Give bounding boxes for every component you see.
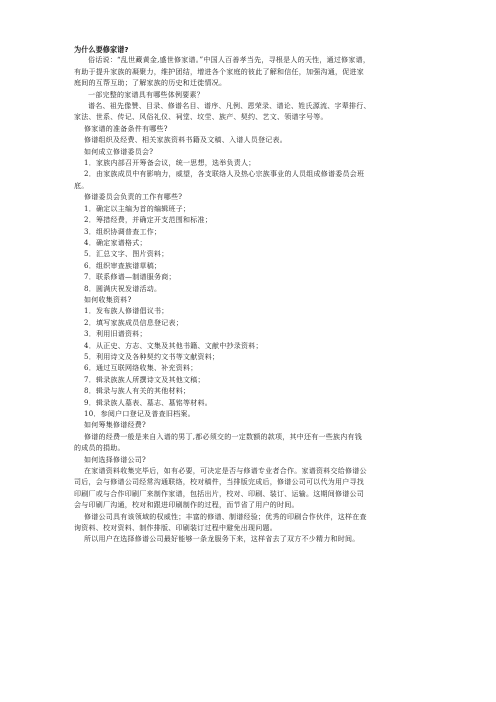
body-line: 庭间的互帮互助；了解家族的历史和迁徙情况。 [74,79,227,88]
body-line: 5．汇总文字、图片资料； [84,250,169,259]
body-line: 6．通过互联网络收集、补充资料； [84,364,198,373]
body-line: 修谱公司具有该领域的权威性；丰富的修谱、制谱经验；优秀的印刷合作伙伴，这样在查 [84,512,367,521]
body-line: 7．辑录族族人所撰诗文及其他文稿； [84,375,205,384]
body-line: 有助于提升家族的凝聚力，维护团结，增进各个家庭的彼此了解和信任，加强沟通，促进家 [74,67,364,76]
document-page [74,44,434,546]
body-line: 6．组织审查族谱草稿； [84,261,162,270]
body-line: 4．确定家谱格式； [84,238,147,247]
body-line: 修谱委员会负责的工作有哪些? [84,193,183,202]
body-line: 询资料、校对资料、制作排版、印刷装订过程中避免出现问题。 [74,524,277,533]
body-line: 会与印刷厂沟通，校对和跟进印刷制作的过程，而节省了用户的时间。 [74,501,299,510]
body-line: 8．圆满庆祝发谱活动。 [84,284,162,293]
body-line: 8．辑录与族人有关的其他材料； [84,387,191,396]
body-line: 7．联系修谱—制谱服务商； [84,273,176,282]
body-line: 如何筹集修谱经费? [84,421,147,430]
body-line: 5．利用诗文及各种契约文书等文献资料； [84,352,220,361]
body-line: 俗话说：“乱世藏黄金,盛世修家谱。”中国人百善孝当先，寻根是人的天性，通过修家谱， [88,56,371,65]
document-body [74,55,434,545]
body-line: 3．组织协调普查工作； [84,227,162,236]
body-line: 一部完整的家谱具有哪些体例要素？ [88,90,204,99]
body-line: 修家谱的准备条件有哪些? [84,124,168,133]
body-line: 如何收集资料? [84,295,132,304]
body-line: 1．确定以主编为首的编辑班子； [84,204,191,213]
body-line: 司后，会与修谱公司经常沟通联络，校对稿件，当排版完成后，修谱公司可以代为用户寻找 [74,478,364,487]
body-line: 如何选择修谱公司? [84,455,147,464]
body-line: 修谱的经费一般是来自入谱的男丁,都必须交的一定数额的款项，其中还有一些族内有钱 [84,432,362,441]
body-line: 2．填写家族成员信息登记表； [84,318,183,327]
body-line: 底。 [74,181,89,190]
body-line: 9．辑录族人墓表、墓志、墓铭等材料。 [84,398,212,407]
body-line: 如何成立修谱委员会? [84,147,154,156]
body-line: 在家谱资料收集完毕后，如有必要，可决定是否与修谱专业者合作。家谱资料交给修谱公 [84,467,367,476]
body-line: 家法、世系、传记、风俗礼仪、祠堂、坟茔、族产、契约、艺文、领谱字号等。 [74,113,328,122]
body-line: 1．发布族人修谱倡议书； [84,307,169,316]
body-line: 2．由家族成员中有影响力，威望，各支联络人及热心宗族事业的人员组成修谱委员会班 [84,170,365,179]
body-line: 10．参阅户口登记及普查旧档案。 [84,410,195,418]
body-line: 4．从正史、方志、文集及其他书籍、文献中抄录资料； [84,341,263,350]
body-line: 2．筹措经费，并确定开支范围和标准； [84,216,212,225]
body-line: 修谱组织及经费、相关家族资料书籍及文稿、入谱人员登记表。 [84,136,287,145]
document-title: 为什么要修家谱? [74,45,129,54]
body-line: 所以用户在选择修谱公司最好能够一条龙服务下来，这样省去了双方不少精力和时间。 [84,535,360,544]
body-line: 的成员的捐助。 [74,444,125,453]
body-line: 1．家族内部召开筹备会议，统一思想，选举负责人； [84,159,256,168]
body-line: 谱名、祖先像赞、目录、修谱名目、谱序、凡例、恩荣录、谱论、姓氏源流、字辈排行、 [88,102,371,111]
body-line: 3．利用旧谱资料； [84,330,147,339]
body-line: 印刷厂或与合作印刷厂来制作家谱，包括出片，校对、印刷、装订、运输。这期间修谱公司 [74,489,364,498]
